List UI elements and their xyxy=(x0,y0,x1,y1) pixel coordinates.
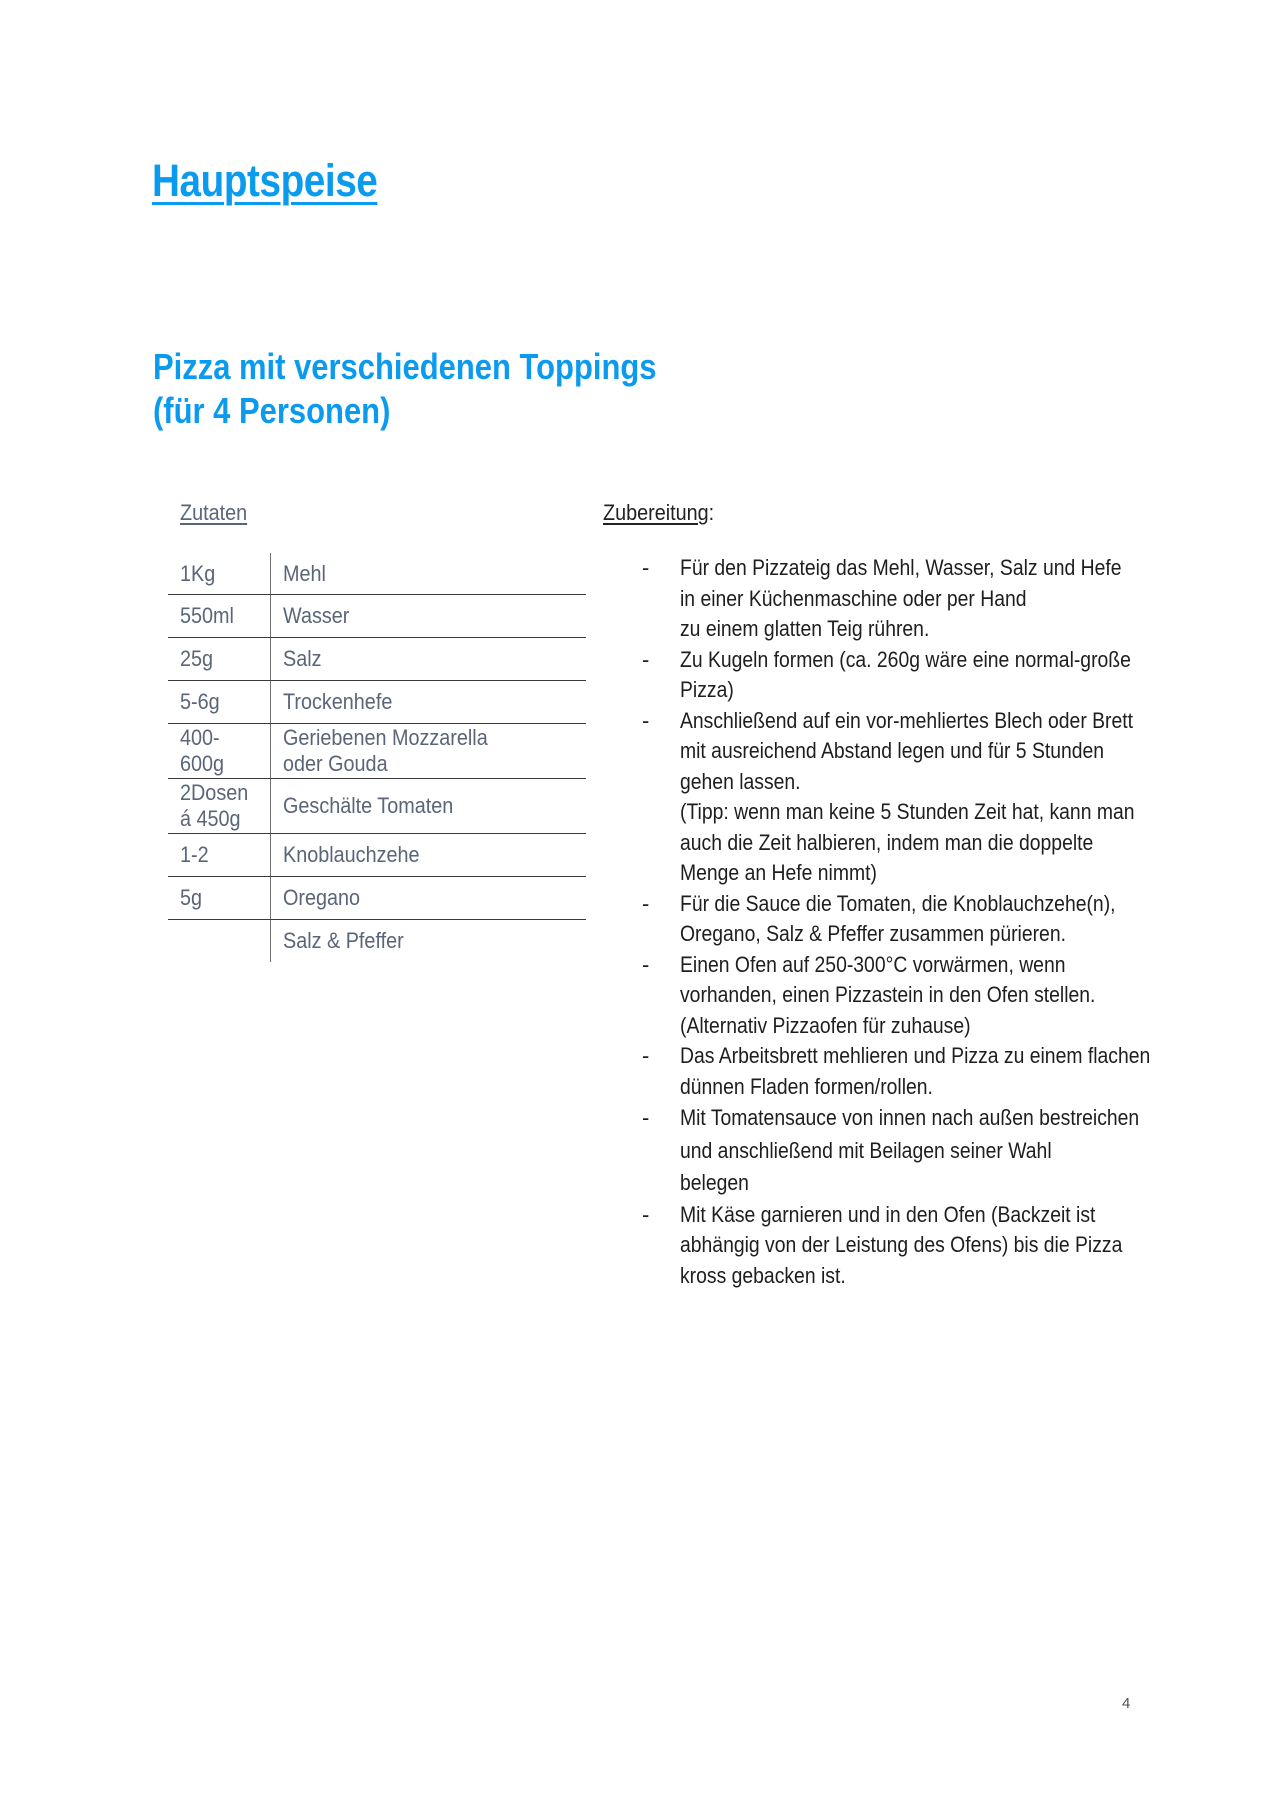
bullet-dash: - xyxy=(642,951,650,977)
ingredient-row xyxy=(168,877,586,920)
step-text: Für den Pizzateig das Mehl, Wasser, Salz und Hefe in einer Küchenmaschine oder per Hand zu einem glatten Teig rühren. xyxy=(680,555,1122,641)
step-text: Mit Käse garnieren und in den Ofen (Backzeit ist abhängig von der Leistung des Ofens) bis die Pizza kross gebacken ist. xyxy=(680,1201,1123,1288)
ingredient-amount: 1Kg xyxy=(168,553,271,594)
step-item xyxy=(640,950,1260,1042)
step-text: Mit Tomatensauce von innen nach außen bestreichen und anschließend mit Beilagen seiner Wahl belegen xyxy=(680,1105,1140,1195)
ingredients-table xyxy=(168,553,586,962)
preparation-label xyxy=(603,500,714,526)
step-item xyxy=(640,553,1260,645)
recipe-title-line2: (für 4 Personen) xyxy=(153,390,391,431)
step-item xyxy=(640,1041,1260,1102)
ingredient-amount: 1-2 xyxy=(168,834,271,876)
bullet-dash: - xyxy=(642,1105,650,1130)
step-item xyxy=(640,1200,1260,1292)
step-text: Einen Ofen auf 250-300°C vorwärmen, wenn vorhanden, einen Pizzastein in den Ofen stellen. (Alternativ Pizzaofen für zuhause) xyxy=(680,951,1096,1038)
section-title: Hauptspeise xyxy=(152,155,378,206)
ingredient-item: Oregano xyxy=(283,885,361,910)
step-item xyxy=(640,706,1260,889)
preparation-steps xyxy=(640,553,1260,1291)
ingredient-row xyxy=(168,779,586,834)
ingredient-row xyxy=(168,638,586,681)
ingredient-item: Wasser xyxy=(283,603,350,628)
bullet-dash: - xyxy=(642,707,650,733)
recipe-title-line1: Pizza mit verschiedenen Toppings xyxy=(153,346,657,387)
ingredient-item: Knoblauchzehe xyxy=(283,842,420,867)
step-text: Anschließend auf ein vor-mehliertes Blech oder Brett mit ausreichend Abstand legen und für 5 Stunden gehen lassen. (Tipp: wenn man keine 5 Stunden Zeit hat, kann man auch die Zeit halbieren, indem man die doppelte Menge an Hefe nimmt) xyxy=(680,707,1135,885)
step-text: Für die Sauce die Tomaten, die Knoblauchzehe(n), Oregano, Salz & Pfeffer zusammen pürieren. xyxy=(680,890,1116,946)
step-item xyxy=(640,645,1260,706)
ingredient-row xyxy=(168,595,586,638)
ingredient-item: Geriebenen Mozzarella oder Gouda xyxy=(283,725,488,776)
ingredient-amount xyxy=(168,920,271,962)
step-item xyxy=(640,889,1260,950)
ingredient-item: Mehl xyxy=(283,560,326,586)
ingredient-row xyxy=(168,724,586,779)
ingredient-row xyxy=(168,553,586,595)
ingredient-item: Geschälte Tomaten xyxy=(283,793,454,818)
ingredient-row xyxy=(168,681,586,724)
ingredients-label: Zutaten xyxy=(180,500,248,525)
bullet-dash: - xyxy=(642,555,650,580)
ingredient-amount: 5-6g xyxy=(168,681,271,723)
bullet-dash: - xyxy=(642,646,650,672)
ingredient-item: Salz xyxy=(283,646,322,671)
ingredient-amount: 5g xyxy=(168,877,271,919)
bullet-dash: - xyxy=(642,1201,650,1227)
ingredient-row xyxy=(168,834,586,877)
step-item xyxy=(640,1102,1260,1200)
ingredient-item: Salz & Pfeffer xyxy=(283,928,404,953)
step-text: Das Arbeitsbrett mehlieren und Pizza zu einem flachen dünnen Fladen formen/rollen. xyxy=(680,1043,1151,1099)
bullet-dash: - xyxy=(642,1043,650,1068)
recipe-title xyxy=(153,345,657,433)
step-text: Zu Kugeln formen (ca. 260g wäre eine normal-große Pizza) xyxy=(680,646,1131,702)
bullet-dash: - xyxy=(642,890,650,916)
ingredient-amount: 550ml xyxy=(168,595,271,637)
page-number: 4 xyxy=(1122,1695,1131,1712)
ingredient-item: Trockenhefe xyxy=(283,689,393,714)
ingredient-amount: 25g xyxy=(168,638,271,680)
ingredient-amount: 2Dosen á 450g xyxy=(168,779,271,833)
ingredient-amount: 400- 600g xyxy=(168,724,271,778)
preparation-label-colon: : xyxy=(708,500,715,525)
ingredient-row xyxy=(168,920,586,962)
preparation-label-text: Zubereitung xyxy=(603,500,709,525)
